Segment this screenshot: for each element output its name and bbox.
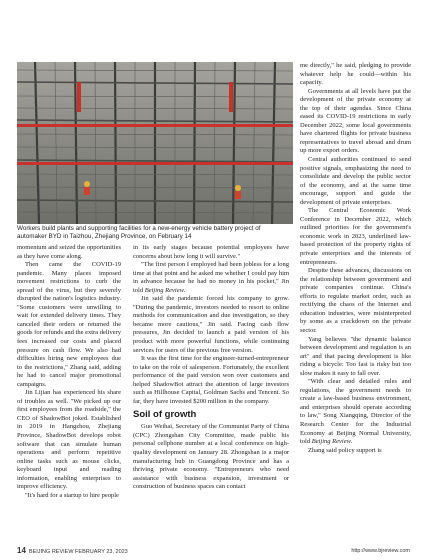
paragraph: me directly," he said, pledging to provide whatever help he could—within his capacity. xyxy=(300,62,411,87)
section-subheading: Soil of growth xyxy=(133,409,197,421)
page-footer xyxy=(17,546,410,556)
paragraph: in its early stages because potential employees have concerns about how long it will survive." xyxy=(133,244,289,260)
paragraph: Jin said the pandemic forced his company to grow. "During the pandemic, investors needed to resort to online methods for communication and due investigation, so they became more cautious," Jin said. Facing cash flow pressures, Jin decided to launch a paid version of his product with more powerful functions, while continuing services for users of the previous free version. xyxy=(133,295,289,354)
publication-name: Beijing Review xyxy=(144,286,184,294)
paragraph: Despite these advances, discussions on the relationship between government and private companies continue. China's efforts to regulate market order, such as rectifying the chaos of the Internet and education industries, were misinterpreted by some as a crackdown on the private sector. xyxy=(300,267,411,334)
paragraph: It was the first time for the engineer-turned-entrepreneur to take on the role of salesperson. Fortunately, the excellent performance of the paid version won over customers and helped ShadowBot attract the attention of large investors such as Hillhouse Capital, Goldman Sachs and Tencent. So far, they have invested $200 million in the company. xyxy=(133,355,289,405)
paragraph: Then came the COVID-19 pandemic. Many places imposed movement restrictions to curb the spread of the virus, but they severely disrupted the nation's logistics industry. "Some customers were unwilling to wait for extended delivery times. They canceled their orders or returned the goods for refunds and the extra delivery fees increased our costs and placed pressure on cash flow. We also had difficulties hiring new employees due to the restrictions," Zhang said, adding he had to cancel major promotional campaigns. xyxy=(17,261,121,388)
paragraph: Zhang said policy support is xyxy=(308,446,382,454)
article-column-2 xyxy=(133,244,289,492)
article-column-3 xyxy=(300,62,411,455)
paragraph-text: "With clear and detailed rules and regulations, the government needs to create a law-based business environment, and enterprises should operate according to law," Song Xiangqing, Director of the Research Center for the Industrial Economy at Beijing Normal University, told xyxy=(300,378,411,446)
article-photo xyxy=(17,62,293,224)
publication-name: Beijing Review xyxy=(311,438,351,446)
paragraph: The Central Economic Work Conference in December 2022, which outlined priorities for the government's economic work in 2023, underlined law-based protection of the property rights of private enterprises and the interests of entrepreneurs. xyxy=(300,207,411,266)
paragraph: Guo Weihai, Secretary of the Communist Party of China (CPC) Zhongshan City Committee, made public his personal cellphone number at a local conference on high-quality development on January 28. Zhongshan is a major manufacturing hub in Guangdong Province and has a thriving private economy. "Entrepreneurs who need assistance with business expansion, investment or construction of business spaces can contact xyxy=(133,423,289,491)
construction-site-image xyxy=(17,62,293,224)
paragraph xyxy=(133,261,289,295)
paragraph: Governments at all levels have put the development of the private economy at the top of their agendas. Since China eased its COVID-19 restrictions in early December 2022, some local governments have chartered flights for private business representatives to travel abroad and drum up more export orders. xyxy=(300,87,411,155)
paragraph-text: "The first person I employed had been jobless for a long time at that point and he asked me whether I could pay him in advance because he had no money in his pocket," Jin told xyxy=(133,261,289,294)
paragraph: Yang believes "the dynamic balance between development and regulation is an art" and that pacing development is like riding a bicycle: Too fast is risky but too slow makes it easy to fall over. xyxy=(300,335,411,377)
paragraph-text: . xyxy=(350,438,353,446)
footer-left xyxy=(17,546,128,555)
photo-caption: Workers build plants and supporting facilities for a new-energy vehicle battery project of automaker BYD in Taizhou, Zhejiang Province, on February 14 xyxy=(17,225,261,240)
publication-issue: BEIJING REVIEW FEBRUARY 23, 2023 xyxy=(28,549,128,555)
paragraph: Central authorities continued to send positive signals, emphasizing the need to consolidate and develop the public sector of the economy, and at the same time encourage, support and guide the development of private enterprises. xyxy=(300,156,411,206)
website-url[interactable]: http://www.bjreview.com xyxy=(351,548,410,554)
page-number: 14 xyxy=(17,546,26,555)
paragraph: momentum and seized the opportunities as they have come along. xyxy=(17,244,121,260)
paragraph-text: . xyxy=(183,286,186,294)
paragraph: "It's hard for a startup to hire people xyxy=(25,491,119,499)
paragraph xyxy=(300,378,411,446)
paragraph: Jin Lijian has experienced his share of troubles as well. "We picked up our first employees from the roadside," the CEO of ShadowBot joked. Established in 2019 in Hangzhou, Zhejiang Province, ShadowBot develops robot software that can simulate human operations and perform repetitive online tasks such as mouse clicks, keyboard input and reading information, enabling enterprises to improve efficiency. xyxy=(17,389,121,491)
article-column-1 xyxy=(17,244,121,500)
